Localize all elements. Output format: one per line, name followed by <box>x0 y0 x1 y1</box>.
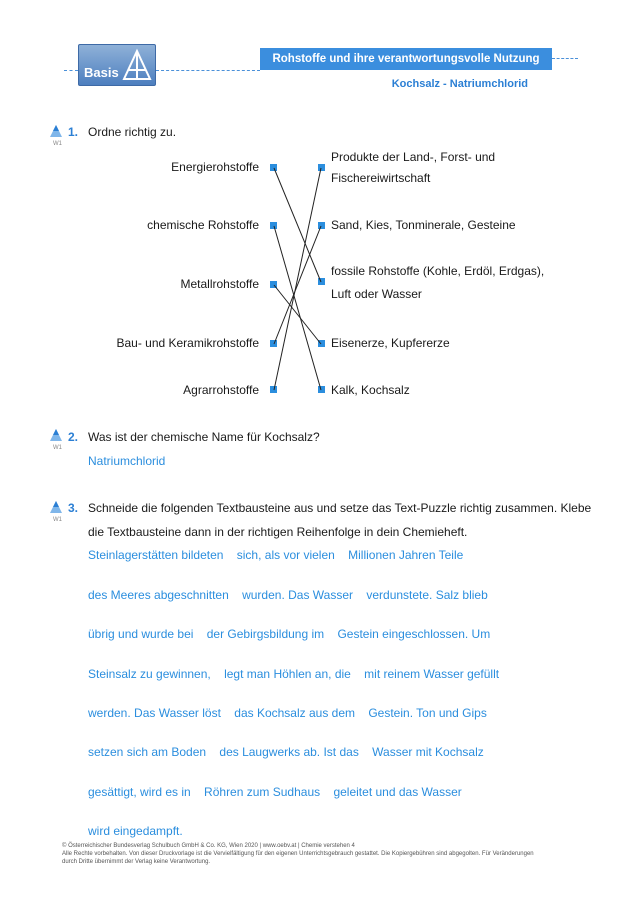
connection-line <box>274 285 321 344</box>
task-code: W1 <box>53 141 62 147</box>
footer <box>62 842 582 866</box>
banner-title: Rohstoffe und ihre verantwortungsvolle Nutzung <box>260 48 552 70</box>
triangle-level-icon <box>49 428 63 442</box>
task-answer: Natriumchlorid <box>88 454 166 468</box>
right-item: Kalk, Kochsalz <box>331 383 410 397</box>
connection-line <box>274 226 321 390</box>
connection-line <box>274 168 321 282</box>
right-item <box>331 264 544 301</box>
puzzle-text-line: werden. Das Wasser löst das Kochsalz aus dem Gestein. Ton und Gips <box>88 706 487 720</box>
task-prompt-line: die Textbausteine dann in der richtigen Reihenfolge in dein Chemieheft. <box>88 525 468 539</box>
right-item-line: Luft oder Wasser <box>331 287 422 301</box>
puzzle-text-line: wird eingedampft. <box>88 824 183 838</box>
task-number: 3. <box>68 501 79 515</box>
page-subtitle: Kochsalz - Natriumchlorid <box>391 78 528 90</box>
right-item: Sand, Kies, Tonminerale, Gesteine <box>331 218 516 232</box>
task-code: W1 <box>53 445 62 451</box>
task-code: W1 <box>53 517 62 523</box>
right-item: Eisenerze, Kupfererze <box>331 336 450 350</box>
puzzle-text-line: setzen sich am Boden des Laugwerks ab. Ist das Wasser mit Kochsalz <box>88 745 484 759</box>
basis-logo-label: Basis <box>84 65 119 80</box>
footer-copyright: © Österreichischer Bundesverlag Schulbuch GmbH & Co. KG, Wien 2020 | www.oebv.at | Chemie verstehen 4 <box>62 843 355 849</box>
left-item: Energierohstoffe <box>171 160 259 174</box>
puzzle-text-line: übrig und wurde bei der Gebirgsbildung im Gestein eingeschlossen. Um <box>88 627 491 641</box>
left-item: Bau- und Keramikrohstoffe <box>116 336 259 350</box>
right-item-line: fossile Rohstoffe (Kohle, Erdöl, Erdgas), <box>331 264 545 278</box>
puzzle-text-line: des Meeres abgeschnitten wurden. Das Wasser verdunstete. Salz blieb <box>88 588 488 602</box>
right-item-line: Produkte der Land-, Forst- und <box>331 150 496 164</box>
right-item-line: Fischereiwirtschaft <box>331 171 431 185</box>
left-item: Agrarrohstoffe <box>183 383 259 397</box>
footer-rights-cont: durch Dritte übernimmt der Verlag keine Verantwortung. <box>62 859 211 865</box>
task-prompt: Ordne richtig zu. <box>88 125 177 139</box>
puzzle-text-line: Steinsalz zu gewinnen, legt man Höhlen an, die mit reinem Wasser gefüllt <box>88 667 500 681</box>
puzzle-text-line: Steinlagerstätten bildeten sich, als vor vielen Millionen Jahren Teile <box>88 548 464 562</box>
connection-line <box>274 226 321 344</box>
puzzle-text-line: gesättigt, wird es in Röhren zum Sudhaus geleitet und das Wasser <box>88 785 462 799</box>
connection-line <box>274 168 321 390</box>
left-item: Metallrohstoffe <box>180 277 259 291</box>
left-item: chemische Rohstoffe <box>147 218 259 232</box>
task-prompt-line: Schneide die folgenden Textbausteine aus und setze das Text-Puzzle richtig zusammen. Klebe <box>88 501 592 515</box>
task-number: 2. <box>68 430 79 444</box>
task-prompt: Was ist der chemische Name für Kochsalz? <box>88 430 320 444</box>
footer-rights: Alle Rechte vorbehalten. Von dieser Druckvorlage ist die Vervielfältigung für den eigenen Unterrichtsgebrauch gestattet. Die Kopiergebühren sind abgegolten. Für Veränderungen <box>62 851 534 857</box>
task-number: 1. <box>68 125 79 139</box>
right-item <box>331 150 495 185</box>
triangle-level-icon <box>49 500 63 514</box>
